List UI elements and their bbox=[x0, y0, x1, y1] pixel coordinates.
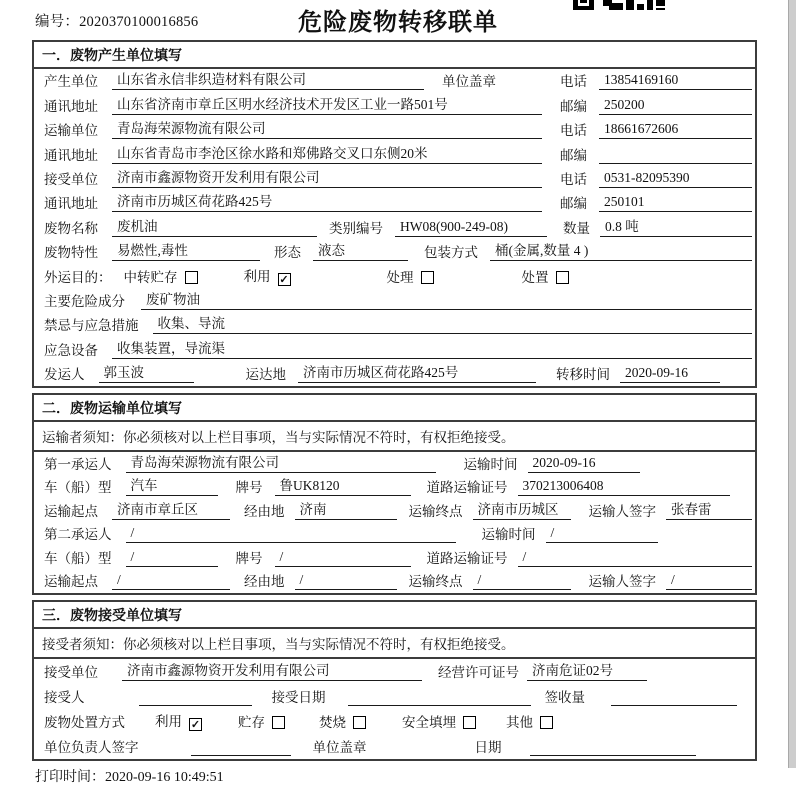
first-carrier-value: 青岛海荣源物流有限公司 bbox=[126, 451, 436, 473]
second-route-end-value: / bbox=[473, 572, 571, 590]
carrier-signature-label: 运输人签字 bbox=[588, 503, 656, 519]
row-accept-unit bbox=[34, 659, 755, 684]
road-permit-label: 道路运输证号 bbox=[426, 480, 508, 496]
plate-number-label: 牌号 bbox=[235, 550, 263, 566]
vehicle-type-label: 车（船）型 bbox=[44, 550, 112, 566]
transporter-notice: 运输者须知：你必须核对以上栏目事项，当与实际情况不符时，有权拒绝接受。 bbox=[34, 422, 755, 452]
row-hazard-component bbox=[34, 289, 755, 313]
transport-time-label: 运输时间 bbox=[481, 527, 536, 543]
first-carrier-label: 第一承运人 bbox=[44, 456, 112, 472]
treat-checkbox bbox=[421, 271, 434, 284]
received-quantity-value bbox=[611, 690, 737, 706]
transfer-date-value: 2020-09-16 bbox=[620, 365, 720, 383]
phone-label: 电话 bbox=[560, 74, 587, 90]
hazard-component-label: 主要危险成分 bbox=[44, 293, 125, 309]
form-state-value: 液态 bbox=[313, 239, 408, 261]
accept-date-label: 接受日期 bbox=[271, 690, 326, 706]
destination-label: 运达地 bbox=[245, 367, 286, 383]
producer-unit-label: 产生单位 bbox=[44, 74, 98, 90]
zip-label: 邮编 bbox=[560, 196, 587, 212]
waste-property-value: 易燃性,毒性 bbox=[112, 239, 260, 261]
route-end-label: 运输终点 bbox=[408, 574, 463, 590]
row-receiver-unit bbox=[34, 167, 755, 191]
form-content bbox=[32, 40, 757, 761]
category-code-label: 类别编号 bbox=[329, 220, 383, 236]
dispose-checkbox bbox=[556, 271, 569, 284]
transporter-address-value: 山东省青岛市李沧区徐水路和郑佛路交叉口东侧20米 bbox=[112, 142, 542, 164]
section-receiver bbox=[32, 600, 757, 761]
address-label: 通讯地址 bbox=[44, 196, 98, 212]
row-second-carrier bbox=[34, 523, 755, 547]
second-route-via-value: / bbox=[295, 572, 397, 590]
document-number-label: 编号： bbox=[35, 14, 80, 30]
address-label: 通讯地址 bbox=[44, 147, 98, 163]
transporter-unit-label: 运输单位 bbox=[44, 123, 98, 139]
row-second-route bbox=[34, 570, 755, 594]
accept-date-value bbox=[348, 690, 531, 706]
acceptor-label: 接受人 bbox=[44, 690, 85, 706]
receiver-unit-value: 济南市鑫源物资开发利用有限公司 bbox=[112, 166, 542, 188]
purpose-option-utilize: 利用 ✓ bbox=[243, 268, 289, 286]
date-label: 日期 bbox=[474, 740, 502, 756]
consignor-label: 发运人 bbox=[44, 367, 85, 383]
row-taboo-measures bbox=[34, 313, 755, 337]
receiver-address-value: 济南市历城区荷花路425号 bbox=[112, 190, 542, 212]
first-route-origin-value: 济南市章丘区 bbox=[112, 498, 230, 520]
disposal-option-incinerate: 焚烧 bbox=[319, 711, 366, 731]
disposal-option-landfill: 安全填埋 bbox=[402, 711, 476, 731]
emergency-equipment-value: 收集装置，导流渠 bbox=[112, 337, 752, 359]
disposal-method-label: 废物处置方式 bbox=[44, 715, 125, 731]
row-emergency-equipment bbox=[34, 337, 755, 361]
second-vehicle-type-value: / bbox=[126, 549, 218, 567]
emergency-equipment-label: 应急设备 bbox=[44, 342, 98, 358]
quantity-value: 0.8 吨 bbox=[600, 215, 752, 237]
row-first-route bbox=[34, 499, 755, 523]
print-time bbox=[35, 766, 796, 786]
row-transfer-purpose bbox=[34, 264, 755, 288]
disposal-option-other: 其他 bbox=[506, 711, 553, 731]
row-receiver-address bbox=[34, 191, 755, 215]
first-route-end-value: 济南市历城区 bbox=[473, 498, 571, 520]
row-first-carrier bbox=[34, 452, 755, 476]
quantity-label: 数量 bbox=[563, 220, 590, 236]
producer-phone-value: 13854169160 bbox=[599, 72, 752, 90]
first-route-via-value: 济南 bbox=[295, 498, 397, 520]
second-carrier-label: 第二承运人 bbox=[44, 527, 112, 543]
second-road-permit-value: / bbox=[518, 549, 753, 567]
plate-number-label: 牌号 bbox=[235, 480, 263, 496]
unit-seal-label: 单位盖章 bbox=[442, 74, 496, 90]
destination-value: 济南市历城区荷花路425号 bbox=[298, 361, 536, 383]
purpose-option-transit-storage: 中转贮存 bbox=[124, 266, 198, 286]
unit-seal-label: 单位盖章 bbox=[312, 740, 367, 756]
row-head-signature bbox=[34, 734, 755, 759]
receiver-unit-label: 接受单位 bbox=[44, 171, 98, 187]
producer-unit-value: 山东省永信非织造材料有限公司 bbox=[112, 68, 424, 90]
received-quantity-label: 签收量 bbox=[544, 690, 585, 706]
date-value bbox=[530, 740, 696, 756]
route-origin-label: 运输起点 bbox=[44, 574, 98, 590]
transporter-zip-value bbox=[599, 148, 752, 164]
row-producer-address bbox=[34, 93, 755, 117]
document-number-value: 2020370100016856 bbox=[79, 14, 199, 30]
transport-time-label: 运输时间 bbox=[463, 456, 518, 472]
producer-address-value: 山东省济南市章丘区明水经济技术开发区工业一路501号 bbox=[112, 93, 542, 115]
row-producer-unit bbox=[34, 69, 755, 93]
disposal-landfill-checkbox bbox=[463, 716, 476, 729]
consignor-value: 郭玉波 bbox=[99, 361, 194, 383]
section-producer bbox=[32, 40, 757, 388]
route-via-label: 经由地 bbox=[244, 503, 285, 519]
packing-label: 包装方式 bbox=[424, 245, 478, 261]
form-state-label: 形态 bbox=[274, 245, 301, 261]
receiver-phone-value: 0531-82095390 bbox=[599, 170, 752, 188]
waste-property-label: 废物特性 bbox=[44, 245, 98, 261]
transporter-phone-value: 18661672606 bbox=[599, 121, 752, 139]
disposal-other-checkbox bbox=[540, 716, 553, 729]
transit-storage-checkbox bbox=[185, 271, 198, 284]
row-waste-name bbox=[34, 215, 755, 239]
hazard-component-value: 废矿物油 bbox=[141, 288, 752, 310]
second-carrier-value: / bbox=[126, 525, 456, 543]
print-time-value: 2020-09-16 10:49:51 bbox=[105, 770, 224, 786]
first-carrier-signature-value: 张春雷 bbox=[666, 498, 752, 520]
row-acceptor bbox=[34, 684, 755, 709]
disposal-utilize-checkbox: ✓ bbox=[190, 719, 201, 732]
head-signature-label: 单位负责人签字 bbox=[44, 740, 139, 756]
address-label: 通讯地址 bbox=[44, 98, 98, 114]
transporter-unit-value: 青岛海荣源物流有限公司 bbox=[112, 117, 542, 139]
first-vehicle-type-value: 汽车 bbox=[126, 474, 218, 496]
producer-zip-value: 250200 bbox=[599, 97, 752, 115]
disposal-storage-checkbox bbox=[272, 716, 285, 729]
first-transport-time-value: 2020-09-16 bbox=[528, 455, 640, 473]
second-route-origin-value: / bbox=[112, 572, 230, 590]
section-producer-title: 一．废物产生单位填写 bbox=[34, 42, 755, 69]
taboo-measures-label: 禁忌与应急措施 bbox=[44, 318, 139, 334]
route-via-label: 经由地 bbox=[244, 574, 285, 590]
utilize-checkbox: ✓ bbox=[279, 273, 289, 286]
road-permit-label: 道路运输证号 bbox=[426, 550, 508, 566]
purpose-option-treat: 处理 bbox=[387, 266, 434, 286]
section-receiver-title: 三．废物接受单位填写 bbox=[34, 602, 755, 629]
row-disposal-method bbox=[34, 709, 755, 734]
transfer-purpose-label: 外运目的： bbox=[44, 269, 112, 285]
receiver-notice: 接受者须知：你必须核对以上栏目事项，当与实际情况不符时，有权拒绝接受。 bbox=[34, 629, 755, 659]
packing-value: 桶(金属,数量 4 ) bbox=[490, 239, 752, 261]
route-origin-label: 运输起点 bbox=[44, 503, 98, 519]
row-first-vehicle bbox=[34, 476, 755, 500]
zip-label: 邮编 bbox=[560, 147, 587, 163]
disposal-incinerate-checkbox bbox=[353, 716, 366, 729]
row-consignor bbox=[34, 362, 755, 386]
scrollbar[interactable] bbox=[788, 0, 796, 768]
category-code-value: HW08(900-249-08) bbox=[395, 219, 547, 237]
row-second-vehicle bbox=[34, 546, 755, 570]
row-transporter-address bbox=[34, 142, 755, 166]
transfer-date-label: 转移时间 bbox=[556, 367, 610, 383]
accept-unit-label: 接受单位 bbox=[44, 665, 98, 681]
waste-name-label: 废物名称 bbox=[44, 220, 98, 236]
acceptor-value bbox=[139, 690, 252, 706]
document-header bbox=[0, 0, 796, 40]
phone-label: 电话 bbox=[560, 171, 587, 187]
route-end-label: 运输终点 bbox=[408, 503, 463, 519]
first-plate-number-value: 鲁UK8120 bbox=[275, 474, 411, 496]
waste-name-value: 废机油 bbox=[112, 215, 317, 237]
purpose-option-dispose: 处置 bbox=[522, 266, 569, 286]
carrier-signature-label: 运输人签字 bbox=[588, 574, 656, 590]
page-title: 危险废物转移联单 bbox=[298, 9, 498, 36]
second-carrier-signature-value: / bbox=[666, 572, 752, 590]
accept-unit-value: 济南市鑫源物资开发利用有限公司 bbox=[122, 659, 422, 681]
disposal-option-storage: 贮存 bbox=[238, 711, 285, 731]
license-number-label: 经营许可证号 bbox=[438, 665, 519, 681]
head-signature-value bbox=[191, 740, 291, 756]
phone-label: 电话 bbox=[560, 123, 587, 139]
row-waste-property bbox=[34, 240, 755, 264]
taboo-measures-value: 收集、导流 bbox=[153, 312, 753, 334]
receiver-zip-value: 250101 bbox=[599, 194, 752, 212]
print-time-label: 打印时间： bbox=[35, 770, 105, 786]
disposal-option-utilize: 利用 ✓ bbox=[155, 714, 201, 732]
section-transporter-title: 二．废物运输单位填写 bbox=[34, 395, 755, 422]
second-plate-number-value: / bbox=[275, 549, 411, 567]
row-transporter-unit bbox=[34, 118, 755, 142]
first-road-permit-value: 370213006408 bbox=[518, 478, 730, 496]
zip-label: 邮编 bbox=[560, 98, 587, 114]
section-transporter bbox=[32, 393, 757, 595]
second-transport-time-value: / bbox=[546, 525, 658, 543]
qr-code-fragment-icon bbox=[573, 0, 665, 10]
license-number-value: 济南危证02号 bbox=[527, 659, 647, 681]
vehicle-type-label: 车（船）型 bbox=[44, 480, 112, 496]
